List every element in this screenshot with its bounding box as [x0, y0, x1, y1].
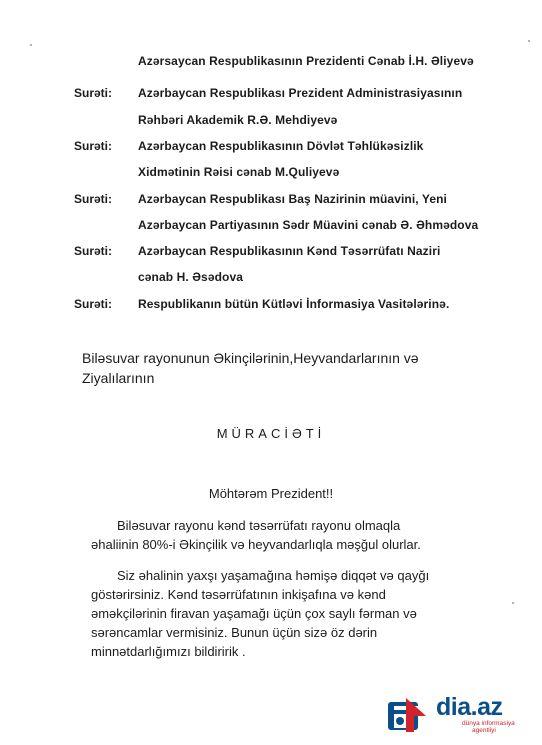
copy-label: Surəti: — [74, 244, 113, 258]
addressee-line: Azərbaycan Respublikasının Kənd Təsərrüfatı Naziri — [138, 244, 441, 258]
addressee-line: cənab H. Əsədova — [138, 270, 244, 284]
dia-az-watermark — [386, 692, 516, 740]
watermark-tagline — [462, 720, 515, 734]
addressee-line: Azərbaycan Partiyasının Sədr Müavini cənab Ə. Əhmədova — [138, 218, 479, 232]
copy-label: Surəti: — [74, 297, 113, 311]
paragraph-line: əhaliinin 80%-i Əkinçilik və heyvandarlıqla məşğul olurlar. — [91, 537, 421, 552]
copy-label: Surəti: — [74, 86, 113, 100]
copy-label: Surəti: — [74, 192, 113, 206]
watermark-tagline-line: dünya informasiya — [462, 720, 515, 727]
paragraph-line: göstərirsiniz. Kənd təsərrüfatının inkişafına və kənd — [91, 587, 386, 602]
document-title: MÜRACİƏTİ — [216, 426, 326, 441]
body-paragraph — [91, 566, 471, 661]
copy-label: Surəti: — [74, 139, 113, 153]
addressee-line: Azərbaycan Respublikası Baş Nazirinin müavini, Yeni — [138, 192, 447, 206]
appeal-senders-line: Ziyalılarının — [82, 370, 155, 386]
addressee-line: Azərsaycan Respublikasının Prezidenti Cənab İ.H. Əliyevə — [138, 54, 474, 68]
paragraph-line: əməkçilərinin firavan yaşamağı üçün çox saylı fərman və — [91, 606, 417, 621]
paragraph-line: Siz əhalinin yaxşı yaşamağına həmişə diqqət və qayğı — [117, 568, 430, 583]
addressee-line: Azərbaycan Respublikasının Dövlət Təhlükəsizlik — [138, 139, 424, 153]
addressee-line: Rəhbəri Akademik R.Ə. Mehdiyevə — [138, 113, 338, 127]
addressee-line: Xidmətinin Rəisi cənab M.Quliyevə — [138, 165, 340, 179]
paragraph-line: sərəncamlar vermisiniz. Bunun üçün sizə öz dərin — [91, 625, 378, 640]
dia-logo-icon — [386, 696, 430, 734]
scan-speck — [512, 602, 514, 604]
paragraph-line: minnətdarlığımızı bildiririk . — [91, 644, 246, 659]
watermark-name: dia.az — [436, 693, 503, 721]
addressee-line: Respublikanın bütün Kütləvi İnformasiya Vasitələrinə. — [138, 297, 450, 311]
scan-speck — [528, 40, 530, 42]
salutation: Möhtərəm Prezident!! — [208, 486, 334, 501]
watermark-tagline-line: agentliyi — [472, 727, 496, 734]
appeal-senders-line: Biləsuvar rayonunun Əkinçilərinin,Heyvandarlarının və — [82, 350, 419, 366]
paragraph-line: Biləsuvar rayonu kənd təsərrüfatı rayonu olmaqla — [117, 518, 401, 533]
addressee-line: Azərbaycan Respublikası Prezident Administrasiyasının — [138, 86, 463, 100]
appeal-senders — [82, 348, 482, 388]
body-paragraph — [91, 516, 471, 554]
scan-speck — [30, 44, 32, 46]
